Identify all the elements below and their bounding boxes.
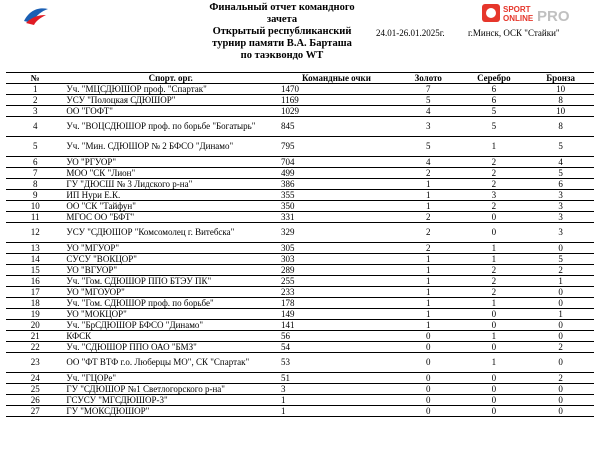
cell-points: 845 xyxy=(277,117,396,137)
table-row xyxy=(6,179,594,190)
cell-organization: УО "МГОУОР" xyxy=(64,287,277,298)
cell-silver: 1 xyxy=(461,254,528,265)
cell-organization: Уч. "МЦСДЮШОР проф. "Спартак" xyxy=(64,84,277,95)
cell-gold: 0 xyxy=(396,384,461,395)
title-line-2: зачета xyxy=(266,14,298,25)
cell-silver: 5 xyxy=(461,117,528,137)
cell-silver: 1 xyxy=(461,353,528,373)
cell-points: 51 xyxy=(277,373,396,384)
table-row xyxy=(6,201,594,212)
cell-number: 3 xyxy=(6,106,64,117)
cell-organization: Уч. "Гом. СДЮШОР ППО БТЭУ ПК" xyxy=(64,276,277,287)
cell-gold: 7 xyxy=(396,84,461,95)
cell-gold: 5 xyxy=(396,95,461,106)
cell-silver: 5 xyxy=(461,106,528,117)
table-row xyxy=(6,254,594,265)
cell-bronze: 10 xyxy=(527,106,594,117)
cell-organization: УО "РГУОР" xyxy=(64,157,277,168)
cell-silver: 2 xyxy=(461,265,528,276)
cell-points: 289 xyxy=(277,265,396,276)
cell-points: 704 xyxy=(277,157,396,168)
cell-gold: 1 xyxy=(396,254,461,265)
cell-organization: Уч. "ВОЦСДЮШОР проф. по борьбе "Богатырь" xyxy=(64,117,277,137)
title-line-4: турнир памяти В.А. Барташа xyxy=(212,38,352,49)
cell-silver: 1 xyxy=(461,331,528,342)
cell-number: 21 xyxy=(6,331,64,342)
cell-bronze: 3 xyxy=(527,201,594,212)
cell-number: 7 xyxy=(6,168,64,179)
table-row xyxy=(6,117,594,137)
cell-gold: 4 xyxy=(396,157,461,168)
cell-silver: 1 xyxy=(461,137,528,157)
cell-organization: ОО "ФТ ВТФ г.о. Люберцы МО", СК "Спартак" xyxy=(64,353,277,373)
table-body xyxy=(6,84,594,417)
cell-gold: 0 xyxy=(396,331,461,342)
cell-number: 15 xyxy=(6,265,64,276)
sport-online-pro-logo xyxy=(480,2,580,26)
cell-bronze: 5 xyxy=(527,254,594,265)
cell-organization: ОО "СК "Тайфун" xyxy=(64,201,277,212)
cell-bronze: 2 xyxy=(527,342,594,353)
cell-silver: 1 xyxy=(461,243,528,254)
cell-number: 24 xyxy=(6,373,64,384)
cell-gold: 2 xyxy=(396,168,461,179)
cell-silver: 1 xyxy=(461,298,528,309)
table-header-row xyxy=(6,73,594,84)
cell-gold: 0 xyxy=(396,342,461,353)
title-line-1: Финальный отчет командного xyxy=(209,2,355,13)
cell-number: 1 xyxy=(6,84,64,95)
logo-text-sport: SPORT xyxy=(503,5,531,14)
cell-number: 4 xyxy=(6,117,64,137)
cell-points: 149 xyxy=(277,309,396,320)
cell-organization: Уч. "ГЦОРе" xyxy=(64,373,277,384)
table-row xyxy=(6,395,594,406)
cell-gold: 1 xyxy=(396,201,461,212)
table-row xyxy=(6,106,594,117)
cell-organization: ГСУСУ "МГСДЮШОР-3" xyxy=(64,395,277,406)
cell-points: 499 xyxy=(277,168,396,179)
cell-points: 233 xyxy=(277,287,396,298)
cell-organization: УО "ВГУОР" xyxy=(64,265,277,276)
cell-gold: 1 xyxy=(396,320,461,331)
cell-points: 1169 xyxy=(277,95,396,106)
cell-number: 14 xyxy=(6,254,64,265)
cell-organization: ГУ "СДЮШОР №1 Светлогорского р-на" xyxy=(64,384,277,395)
cell-number: 17 xyxy=(6,287,64,298)
cell-silver: 2 xyxy=(461,179,528,190)
cell-silver: 0 xyxy=(461,212,528,223)
report-title xyxy=(172,2,392,62)
cell-gold: 2 xyxy=(396,223,461,243)
cell-organization: Уч. "Гом. СДЮШОР проф. по борьбе" xyxy=(64,298,277,309)
event-dates: 24.01-26.01.2025г. xyxy=(376,28,445,38)
cell-gold: 1 xyxy=(396,309,461,320)
cell-organization: КФСК xyxy=(64,331,277,342)
cell-bronze: 3 xyxy=(527,190,594,201)
cell-bronze: 1 xyxy=(527,309,594,320)
logo-text-pro: PRO xyxy=(537,8,570,25)
table-row xyxy=(6,137,594,157)
cell-gold: 2 xyxy=(396,243,461,254)
cell-bronze: 2 xyxy=(527,373,594,384)
table-row xyxy=(6,95,594,106)
cell-silver: 0 xyxy=(461,373,528,384)
cell-organization: УО "МОКЦОР" xyxy=(64,309,277,320)
table-row xyxy=(6,168,594,179)
cell-bronze: 8 xyxy=(527,95,594,106)
table-row xyxy=(6,353,594,373)
cell-silver: 6 xyxy=(461,95,528,106)
cell-organization: ГУ "ДЮСШ № 3 Лидского р-на" xyxy=(64,179,277,190)
table-row xyxy=(6,190,594,201)
cell-points: 795 xyxy=(277,137,396,157)
table-row xyxy=(6,157,594,168)
table-row xyxy=(6,406,594,417)
cell-bronze: 0 xyxy=(527,406,594,417)
event-venue: г.Минск, ОСК "Стайки" xyxy=(468,28,560,38)
table-row xyxy=(6,287,594,298)
cell-number: 12 xyxy=(6,223,64,243)
cell-organization: МГОС ОО "БФТ" xyxy=(64,212,277,223)
cell-bronze: 4 xyxy=(527,157,594,168)
cell-points: 141 xyxy=(277,320,396,331)
cell-bronze: 6 xyxy=(527,179,594,190)
column-header-points: Командные очки xyxy=(277,73,396,84)
cell-organization: Уч. "СДЮШОР ППО ОАО "БМЗ" xyxy=(64,342,277,353)
cell-silver: 2 xyxy=(461,201,528,212)
cell-silver: 0 xyxy=(461,384,528,395)
cell-number: 13 xyxy=(6,243,64,254)
cell-bronze: 0 xyxy=(527,384,594,395)
federation-logo-icon xyxy=(22,5,50,27)
cell-silver: 6 xyxy=(461,84,528,95)
cell-points: 1029 xyxy=(277,106,396,117)
cell-number: 16 xyxy=(6,276,64,287)
cell-gold: 0 xyxy=(396,395,461,406)
cell-gold: 1 xyxy=(396,287,461,298)
table-row xyxy=(6,84,594,95)
logo-text-online: ONLINE xyxy=(503,14,534,23)
cell-number: 8 xyxy=(6,179,64,190)
table-row xyxy=(6,223,594,243)
cell-gold: 5 xyxy=(396,137,461,157)
table-row xyxy=(6,309,594,320)
cell-points: 329 xyxy=(277,223,396,243)
cell-gold: 1 xyxy=(396,265,461,276)
column-header-number: № xyxy=(6,73,64,84)
cell-organization: УСУ "СДЮШОР "Комсомолец г. Витебска" xyxy=(64,223,277,243)
cell-gold: 0 xyxy=(396,373,461,384)
cell-number: 9 xyxy=(6,190,64,201)
cell-organization: МОО "СК "Лион" xyxy=(64,168,277,179)
column-header-bronze: Бронза xyxy=(527,73,594,84)
table-row xyxy=(6,298,594,309)
cell-bronze: 0 xyxy=(527,320,594,331)
column-header-silver: Серебро xyxy=(461,73,528,84)
table-row xyxy=(6,331,594,342)
cell-points: 56 xyxy=(277,331,396,342)
table-row xyxy=(6,276,594,287)
cell-bronze: 10 xyxy=(527,84,594,95)
cell-gold: 1 xyxy=(396,179,461,190)
cell-points: 1 xyxy=(277,395,396,406)
cell-number: 20 xyxy=(6,320,64,331)
cell-bronze: 8 xyxy=(527,117,594,137)
cell-number: 27 xyxy=(6,406,64,417)
cell-number: 19 xyxy=(6,309,64,320)
cell-number: 6 xyxy=(6,157,64,168)
cell-silver: 2 xyxy=(461,168,528,179)
cell-organization: ИП Нури Е.К. xyxy=(64,190,277,201)
cell-gold: 0 xyxy=(396,353,461,373)
table-row xyxy=(6,320,594,331)
cell-number: 10 xyxy=(6,201,64,212)
cell-silver: 2 xyxy=(461,287,528,298)
cell-silver: 2 xyxy=(461,157,528,168)
cell-points: 305 xyxy=(277,243,396,254)
column-header-gold: Золото xyxy=(396,73,461,84)
table-row xyxy=(6,384,594,395)
cell-gold: 3 xyxy=(396,117,461,137)
cell-points: 1470 xyxy=(277,84,396,95)
cell-silver: 3 xyxy=(461,190,528,201)
cell-bronze: 0 xyxy=(527,395,594,406)
table-row xyxy=(6,265,594,276)
cell-organization: УСУ "Полоцкая СДЮШОР" xyxy=(64,95,277,106)
cell-number: 26 xyxy=(6,395,64,406)
cell-organization: СУСУ "ВОКЦОР" xyxy=(64,254,277,265)
cell-silver: 0 xyxy=(461,342,528,353)
cell-points: 303 xyxy=(277,254,396,265)
cell-gold: 0 xyxy=(396,406,461,417)
cell-silver: 0 xyxy=(461,406,528,417)
cell-organization: ОО "ГОФТ" xyxy=(64,106,277,117)
table-row xyxy=(6,342,594,353)
cell-bronze: 3 xyxy=(527,212,594,223)
cell-organization: Уч. "БрСДЮШОР БФСО "Динамо" xyxy=(64,320,277,331)
cell-bronze: 5 xyxy=(527,168,594,179)
cell-points: 178 xyxy=(277,298,396,309)
table-row xyxy=(6,243,594,254)
cell-silver: 0 xyxy=(461,395,528,406)
cell-silver: 0 xyxy=(461,223,528,243)
cell-points: 255 xyxy=(277,276,396,287)
cell-bronze: 1 xyxy=(527,276,594,287)
cell-silver: 0 xyxy=(461,320,528,331)
cell-bronze: 0 xyxy=(527,287,594,298)
cell-points: 331 xyxy=(277,212,396,223)
cell-bronze: 0 xyxy=(527,353,594,373)
cell-silver: 0 xyxy=(461,309,528,320)
cell-organization: ГУ "МОКСДЮШОР" xyxy=(64,406,277,417)
cell-gold: 1 xyxy=(396,298,461,309)
cell-bronze: 0 xyxy=(527,298,594,309)
cell-points: 1 xyxy=(277,406,396,417)
cell-number: 25 xyxy=(6,384,64,395)
cell-gold: 1 xyxy=(396,276,461,287)
cell-gold: 1 xyxy=(396,190,461,201)
cell-silver: 2 xyxy=(461,276,528,287)
title-line-5: по таэквондо WT xyxy=(240,50,324,61)
cell-points: 3 xyxy=(277,384,396,395)
cell-points: 53 xyxy=(277,353,396,373)
cell-number: 22 xyxy=(6,342,64,353)
cell-bronze: 0 xyxy=(527,243,594,254)
cell-bronze: 2 xyxy=(527,265,594,276)
column-header-organization: Спорт. орг. xyxy=(64,73,277,84)
table-row xyxy=(6,212,594,223)
title-line-3: Открытый республиканский xyxy=(212,26,352,37)
cell-bronze: 0 xyxy=(527,331,594,342)
cell-points: 350 xyxy=(277,201,396,212)
cell-gold: 4 xyxy=(396,106,461,117)
cell-number: 23 xyxy=(6,353,64,373)
team-results-table xyxy=(6,72,594,417)
cell-bronze: 3 xyxy=(527,223,594,243)
cell-points: 54 xyxy=(277,342,396,353)
cell-number: 2 xyxy=(6,95,64,106)
cell-gold: 2 xyxy=(396,212,461,223)
cell-organization: Уч. "Мин. СДЮШОР № 2 БФСО "Динамо" xyxy=(64,137,277,157)
cell-number: 5 xyxy=(6,137,64,157)
cell-bronze: 5 xyxy=(527,137,594,157)
table-row xyxy=(6,373,594,384)
cell-organization: УО "МГУОР" xyxy=(64,243,277,254)
cell-number: 11 xyxy=(6,212,64,223)
cell-number: 18 xyxy=(6,298,64,309)
cell-points: 386 xyxy=(277,179,396,190)
cell-points: 355 xyxy=(277,190,396,201)
